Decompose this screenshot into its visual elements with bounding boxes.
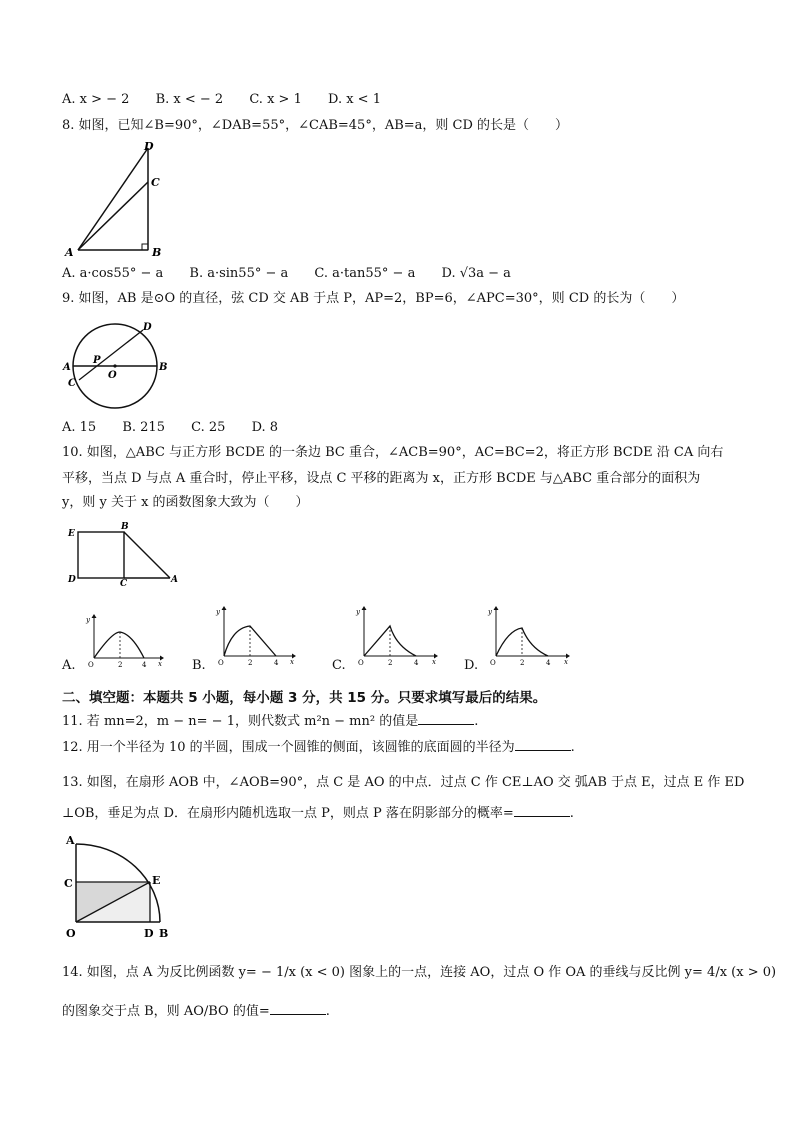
q9-option-a: A. 15 [62,420,97,435]
q7-options [62,92,403,107]
q9-label-c: C [68,378,76,389]
q10-graph-b-tick-2: 2 [248,659,253,667]
q10-label-e: E [68,529,75,539]
q14-answer-blank[interactable] [270,1002,326,1015]
q10-graph-d-origin: O [490,659,496,667]
q8-label-a: A [65,246,74,259]
q10-graph-d-tick-4: 4 [546,659,551,667]
q13-line1: 13. 如图，在扇形 AOB 中，∠AOB=90°，点 C 是 AO 的中点．过点 C 作 CE⊥AO 交 弧AB 于点 E，过点 E 作 ED [62,775,745,790]
q10-graph-a [84,612,164,670]
q10-option-d-letter: D. [464,658,479,673]
q10-graph-b-y-label: y [216,608,220,616]
q8-option-b: B. a·sin55° − a [189,266,289,281]
q9-figure [60,316,170,414]
q9-option-d: D. 8 [251,420,279,435]
q10-label-c: C [120,579,128,586]
q10-graph-d-y-label: y [488,608,492,616]
q10-label-d: D [68,575,76,585]
q11-line [62,712,478,731]
q10-figure [62,520,182,586]
q7-option-d: D. x < 1 [327,92,381,107]
q12-end: . [570,740,575,755]
q9-option-c: C. 25 [191,420,226,435]
q14-line2-wrap [62,1002,330,1021]
q12-text: 12. 用一个半径为 10 的半圆，围成一个圆锥的侧面，该圆锥的底面圆的半径为 [62,740,515,755]
q9-options [62,420,300,435]
section-2-title: 二、填空题：本题共 5 小题，每小题 3 分，共 15 分。只要求填写最后的结果。 [62,690,547,706]
q7-option-b: B. x < − 2 [155,92,224,107]
q14-end: . [325,1004,330,1019]
q10-graph-c-tick-4: 4 [414,659,419,667]
q8-label-c: C [151,176,160,189]
q10-line1: 10. 如图，△ABC 与正方形 BCDE 的一条边 BC 重合，∠ACB=90°，AC=BC=2，将正方形 BCDE 沿 CA 向右 [62,445,724,460]
q10-line2: 平移，当点 D 与点 A 重合时，停止平移，设点 C 平移的距离为 x，正方形 BCDE 与△ABC 重合部分的面积为 [62,471,701,486]
q10-graph-a-y-label: y [86,616,90,624]
q10-graph-c-tick-2: 2 [388,659,393,667]
q13-label-o: O [66,927,76,940]
q8-options [62,266,533,281]
q10-graph-c-x-label: x [432,658,436,666]
q8-option-a: A. a·cos55° − a [62,266,164,281]
q11-text: 11. 若 mn=2，m − n= − 1，则代数式 m²n − mn² 的值是 [62,714,419,729]
q13-answer-blank[interactable] [514,804,570,817]
q10-line3: y，则 y 关于 x 的函数图象大致为（ ） [62,495,309,510]
q11-answer-blank[interactable] [418,712,474,725]
q9-option-b: B. 215 [122,420,165,435]
q9-label-o: O [108,370,117,381]
q8-label-b: B [152,246,162,259]
q8-stem: 8. 如图，已知∠B=90°，∠DAB=55°，∠CAB=45°，AB=a，则 CD 的长是（ ） [62,118,569,133]
q13-line2-wrap [62,804,574,823]
q13-label-c: C [64,877,73,890]
q10-graph-c-origin: O [358,659,364,667]
q13-label-a: A [66,834,75,847]
q9-label-d: D [143,322,152,333]
q10-graph-c [352,604,440,670]
q10-graph-c-y-label: y [356,608,360,616]
q10-label-b: B [121,522,129,532]
q10-graph-a-origin: O [88,661,94,669]
q8-label-d: D [144,140,154,153]
q13-end: . [569,806,574,821]
q10-option-a-letter: A. [62,658,76,673]
q10-graph-d-x-label: x [564,658,568,666]
q12-line [62,738,575,757]
q10-graph-a-tick-2: 2 [118,661,123,669]
q7-option-a: A. x > − 2 [62,92,130,107]
q7-option-c: C. x > 1 [249,92,302,107]
q13-label-d: D [144,927,154,940]
q14-line2: 的图象交于点 B，则 AO/BO 的值= [62,1004,270,1019]
q13-line2: ⊥OB，垂足为点 D．在扇形内随机选取一点 P，则点 P 落在阴影部分的概率= [62,806,514,821]
q10-graph-b-origin: O [218,659,224,667]
q10-option-c-letter: C. [332,658,346,673]
q13-figure [62,832,182,942]
q10-graph-d-tick-2: 2 [520,659,525,667]
q9-stem: 9. 如图，AB 是⊙O 的直径，弦 CD 交 AB 于点 P，AP=2，BP=6，∠APC=30°，则 CD 的长为（ ） [62,291,685,306]
q8-figure [60,138,170,260]
q13-label-e: E [152,874,161,887]
q9-label-p: P [93,355,101,366]
q9-label-b: B [159,362,168,373]
q10-graph-b [212,604,298,670]
q13-label-b: B [159,927,169,940]
q8-option-d: D. √3a − a [441,266,511,281]
q10-label-a: A [171,575,178,585]
q10-option-b-letter: B. [192,658,206,673]
q10-graph-a-tick-4: 4 [142,661,147,669]
q10-graph-b-tick-4: 4 [274,659,279,667]
q10-graph-a-x-label: x [158,660,162,668]
q8-option-c: C. a·tan55° − a [314,266,416,281]
q9-label-a: A [63,362,71,373]
q12-answer-blank[interactable] [515,738,571,751]
q11-end: . [474,714,479,729]
q14-line1: 14. 如图，点 A 为反比例函数 y= − 1/x (x < 0) 图象上的一点，连接 AO，过点 O 作 OA 的垂线与反比例 y= 4/x (x > 0) [62,965,777,980]
q10-graph-d [484,604,572,670]
q10-graph-b-x-label: x [290,658,294,666]
